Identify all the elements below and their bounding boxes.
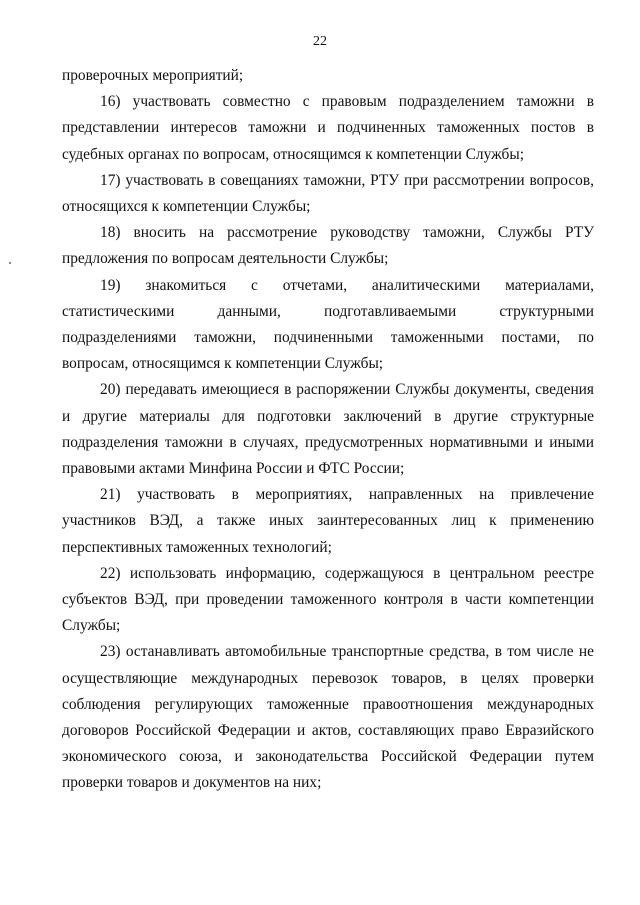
paragraph-item-17: 17) участвовать в совещаниях таможни, РТУ при рассмотрении вопросов, относящихся к компетенции Службы;: [62, 171, 594, 216]
paragraph-item-22: 22) использовать информацию, содержащуюся в центральном реестре субъектов ВЭД, при проведении таможенного контроля в части компетенции Службы;: [62, 564, 594, 635]
paragraph-item-18: 18) вносить на рассмотрение руководству таможни, Службы РТУ предложения по вопросам деятельности Службы;: [62, 224, 594, 268]
paragraph-item-21: 21) участвовать в мероприятиях, направленных на привлечение участников ВЭД, а также иных заинтересованных лиц к применению перспективных таможенных технологий;: [62, 486, 594, 556]
paragraph-item-20: 20) передавать имеющиеся в распоряжении Службы документы, сведения и другие материалы для подготовки заключений в другие структурные подразделения таможни в случаях, предусмотренных нормативными и иными правовыми актами Минфина России и ФТС России;: [62, 381, 594, 478]
paragraph-item-19: 19) знакомиться с отчетами, аналитическими материалами, статистическими данными, подготавливаемыми структурными подразделениями таможни, подчиненными таможенными постами, по вопросам, относящимся к компетенции Службы;: [62, 276, 594, 373]
margin-mark: [9, 262, 11, 264]
paragraph-item-23: 23) останавливать автомобильные транспортные средства, в том числе не осуществляющие международных перевозок товаров, в целях проверки соблюдения регулирующих таможенные правоотношения международных договоров Российской Федерации и актов, составляющих право Евразийского экономического союза, и законодательства Российской Федерации путем проверки товаров и документов на них;: [62, 643, 594, 792]
paragraph-continuation: проверочных мероприятий;: [62, 67, 244, 84]
paragraph-item-16: 16) участвовать совместно с правовым подразделением таможни в представлении интересов таможни и подчиненных таможенных постов в судебных органах по вопросам, относящимся к компетенции Службы;: [62, 93, 594, 163]
page-number: 22: [313, 34, 327, 49]
document-body: [62, 63, 594, 797]
